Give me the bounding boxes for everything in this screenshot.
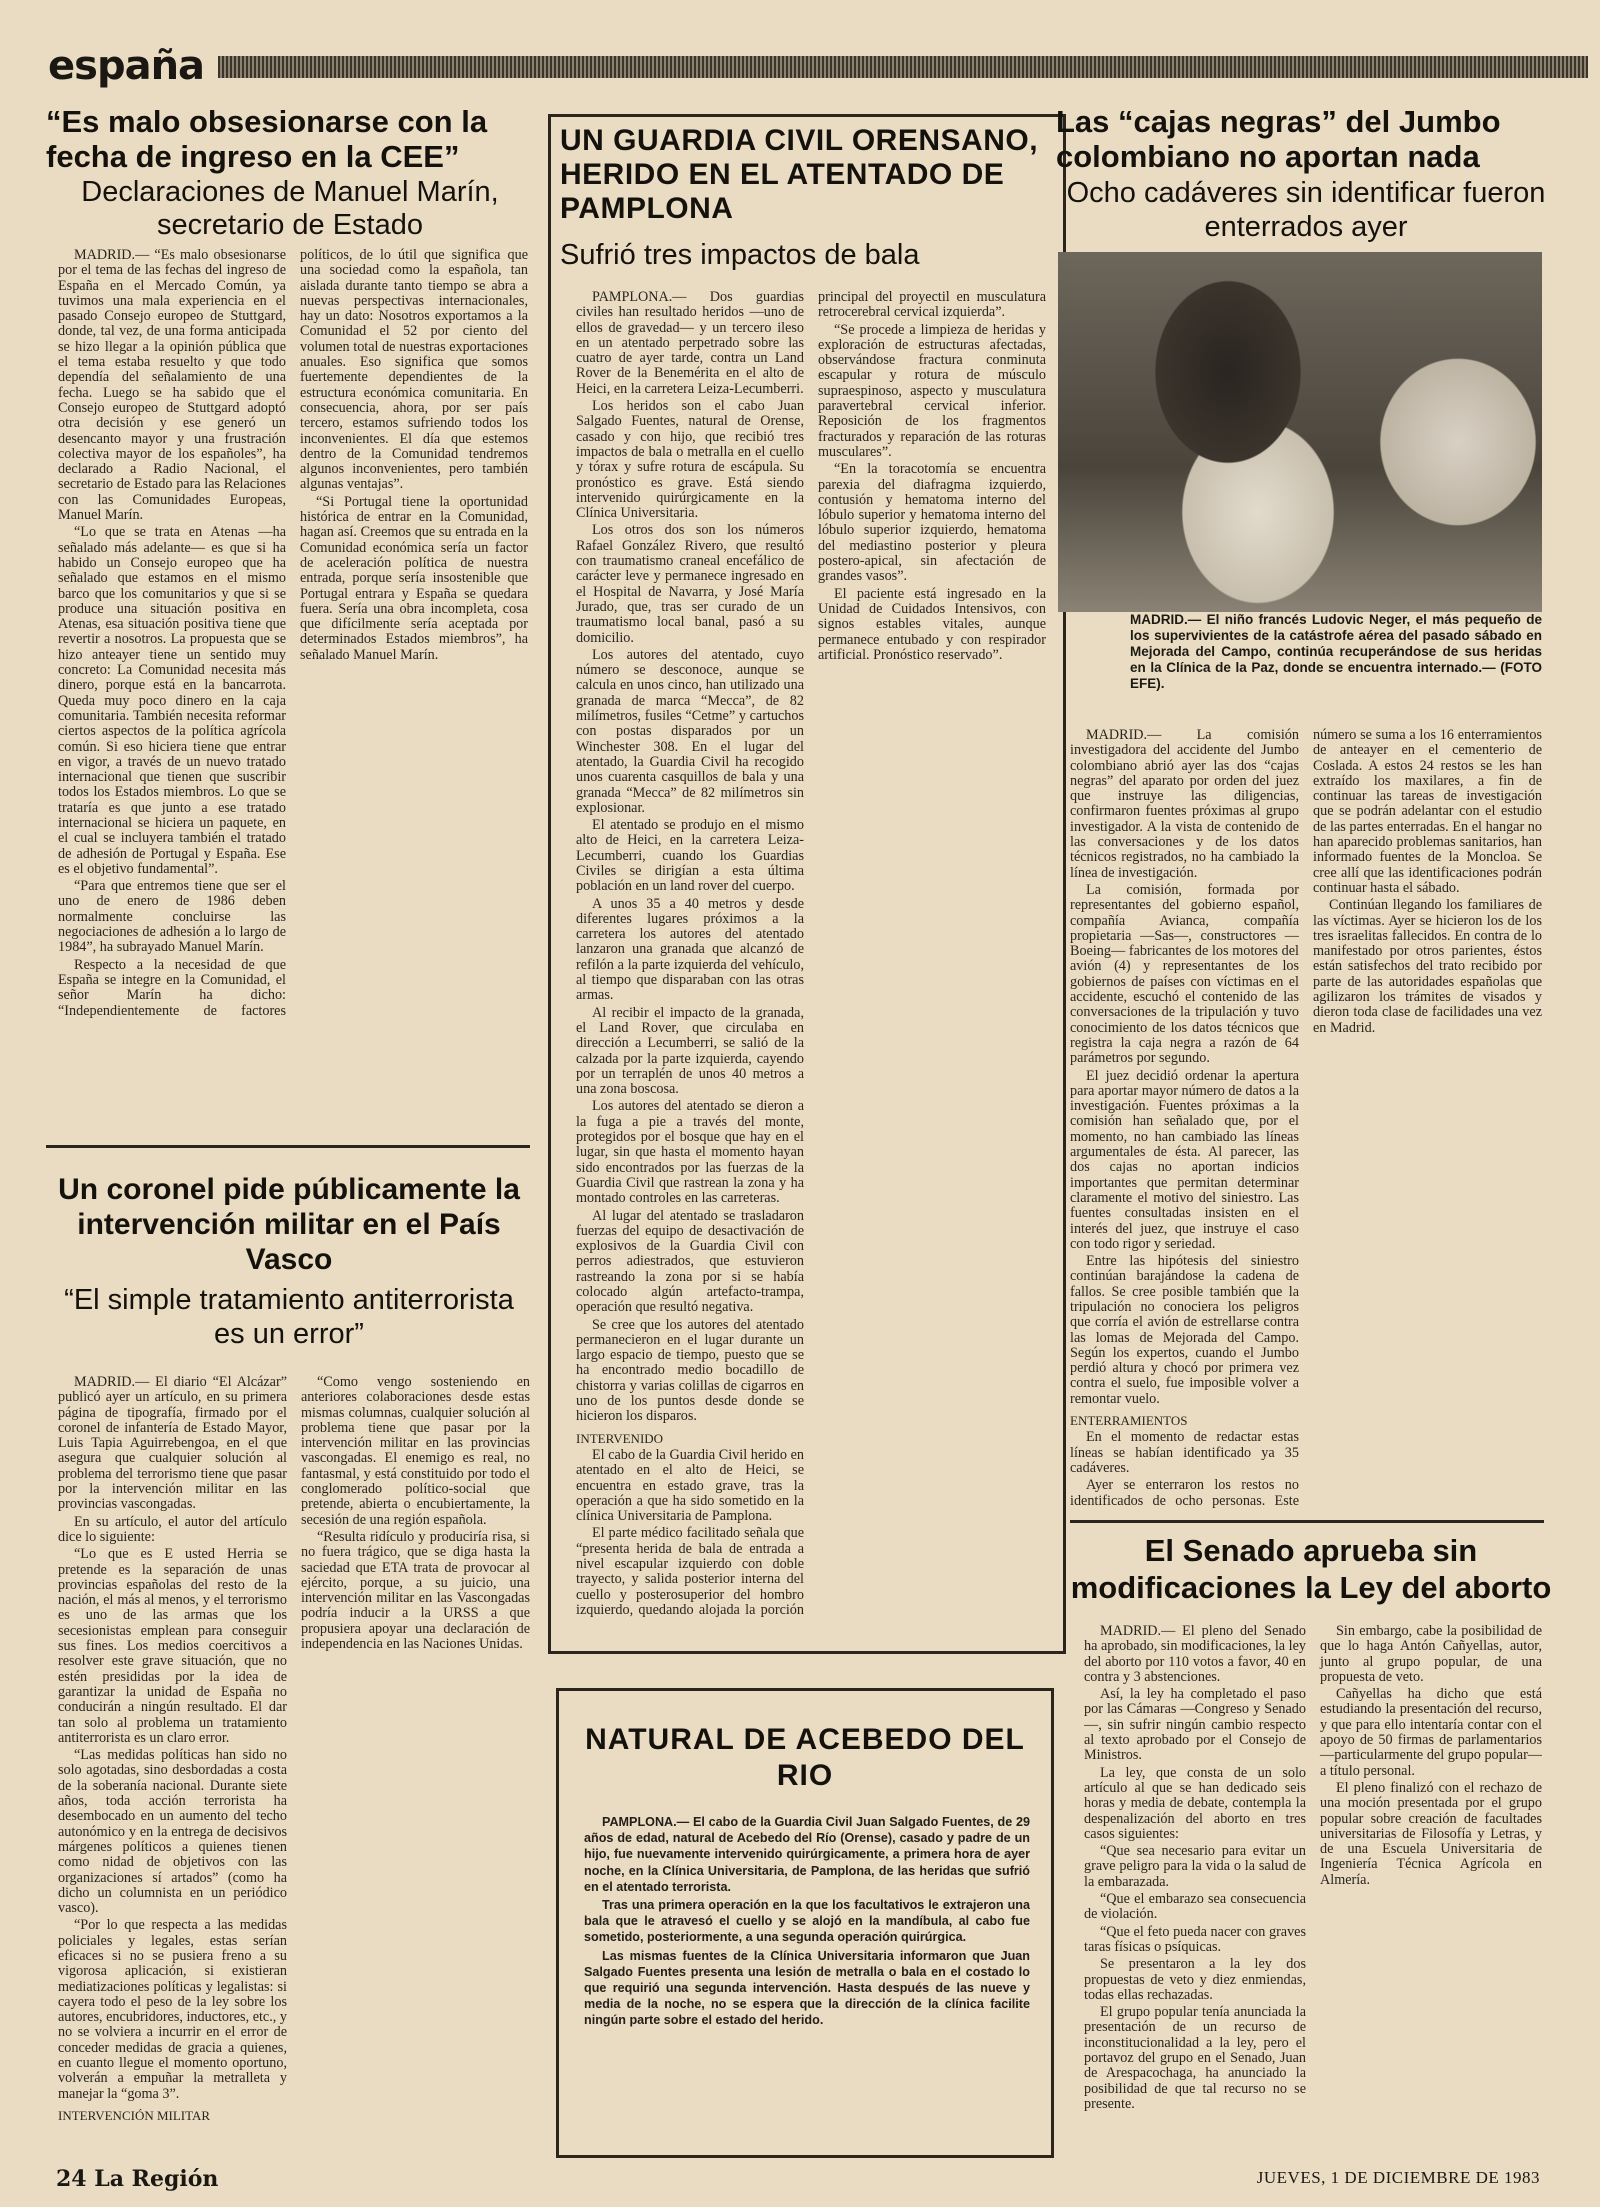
paragraph: “Lo que se trata en Atenas —ha señalado más adelante— es que si ha habido un Consejo europeo que ha señalado que estamos en el mismo barco que los comunitarios y que si se produce una situación positiva en Atenas, esa situación positiva tiene que revertir a nosotros. La propuesta que se hizo anteayer tiene un sentido muy concreto: La Comunidad necesita más dinero, porque está en la bancarrota. Queda muy poco dinero en la caja comunitaria. También necesita reformar ciertos aspectos de la política agrícola común. Si eso hiciera tiene que entrar en vigor, a través de un nuevo tratado internacional que tienen que suscribir todos los Estados miembros. Lo que se trataría es que junto a ese tratado internacional se hiciera un paquete, en el cual se incluyera también el tratado de adhesión de Portugal y España. Ese es el objetivo fundamental”. xyxy=(58,524,286,877)
paragraph: “Para que entremos tiene que ser el uno de enero de 1986 deben normalmente concluirse las negociaciones de adhesión a lo largo de 1984”, ha subrayado Manuel Marín. xyxy=(58,878,286,956)
article-jumbo-body xyxy=(1070,728,1542,1510)
paragraph: El atentado se produjo en el mismo alto de Heici, en la carretera Leiza-Lecumberri, cuando los Guardias Civiles se dirigían a esta última población en un land rover del cuerpo. xyxy=(576,817,804,895)
article-guardia-subhead: Sufrió tres impactos de bala xyxy=(560,239,920,271)
article-coronel-headline: Un coronel pide públicamente la intervención militar en el País Vasco xyxy=(58,1173,520,1276)
article-cee-subhead: Declaraciones de Manuel Marín, secretario de Estado xyxy=(81,176,499,241)
paragraph: “Se procede a limpieza de heridas y exploración de estructuras afectadas, observándose fractura conminuta escapular y rotura de músculo supraespinoso, aspecto y musculatura paravertebral cervical inferior. Reposición de los fragmentos fracturados y reparación de las roturas musculares”. xyxy=(818,321,1046,460)
subsection-title: INTERVENIDO xyxy=(576,1430,664,1446)
divider xyxy=(46,1145,530,1148)
divider xyxy=(1070,1520,1544,1523)
section-rule xyxy=(218,56,1588,78)
paragraph: Respecto a la necesidad de que España se integre en la Comunidad, el señor Marín ha dicho: “Independientemente de factores políticos, de lo útil que significa que una sociedad como la española, tan aislada durante tanto tiempo se abra a nuevas perspectivas internacionales, hay un dato: Nosotros exportamos a la Comunidad el 52 por ciento del volumen total de nuestras exportaciones anuales. Eso significa que somos fuertemente dependientes de la estructura económica comunitaria. En consecuencia, ahora, por ser país tercero, estamos sufriendo todos los inconvenientes. El día que estemos dentro de la Comunidad tendremos algunos inconvenientes, pero también algunas ventajas”. xyxy=(58,248,528,1019)
article-senado xyxy=(1070,1532,1552,1606)
article-cee-headline: “Es malo obsesionarse con la fecha de ingreso en la CEE” xyxy=(46,104,488,174)
paragraph: Continúan llegando los familiares de las víctimas. Ayer se hicieron los de los tres israelitas fallecidos. En contra de lo manifestado por otros parientes, éstos están satisfechos del trato recibido por parte de las autoridades españolas que agilizaron los trámites de visados y dieron toda clase de facilidades una vez en Madrid. xyxy=(1313,897,1542,1036)
article-senado-body xyxy=(1084,1624,1542,2144)
paragraph: “Que el feto pueda nacer con graves taras físicas o psíquicas. xyxy=(1084,1923,1306,1955)
paragraph: La comisión, formada por representantes del gobierno español, compañía Avianca, compañía propietaria —Sas—, constructores —Boeing— fabricantes de los motores del avión (4) y representantes de los gobiernos de países con víctimas en el accidente, escuchó el contenido de las conversaciones de la tripulación y tuvo conocimiento de los datos técnicos que registra la caja negra a razón de 64 parámetros por segundo. xyxy=(1070,881,1299,1067)
paragraph: El parte médico facilitado señala que “presenta herida de bala de entrada a nivel escapular izquierdo con doble trayecto, y salida posterior interna del cuello y posterosuperior del hombro izquierdo, quedando alojada la porción principal del proyectil en musculatura retrocerebral cervical izquierda”. xyxy=(576,290,1046,1618)
paragraph: Así, la ley ha completado el paso por las Cámaras —Congreso y Senado—, sin sufrir ningún cambio respecto al texto aprobado por el Consejo de Ministros. xyxy=(1084,1686,1306,1764)
paragraph: Se presentaron a la ley dos propuestas de veto y diez enmiendas, todas ellas rechazadas. xyxy=(1084,1956,1306,2003)
paragraph: “Lo que es E usted Herria se pretende es la separación de unas provincias españolas del resto de la nación, el más al menos, y el terrorismo es uno de las armas que los secesionistas emplean para conseguir sus fines. Los medios coercitivos a resolver este grave situación, que no estén presididas por la idea de garantizar la unidad de España no conducirán a ningún resultado. El dar tan solo al problema un tratamiento antiterrorista es un claro error. xyxy=(58,1546,287,1746)
article-guardia-headline: UN GUARDIA CIVIL ORENSANO, HERIDO EN EL ATENTADO DE PAMPLONA xyxy=(560,124,1039,225)
paragraph: “Por lo que respecta a las medidas policiales y legales, estas serían eficaces si no se pusiera freno a su vigorosa aplicación, si existieran mediatizaciones políticas y legalistas: si cayera todo el peso de la ley sobre los autores, encubridores, inductores, etc., y no se volviera a incurrir en el error de conceder medidas de gracia a quienes, en cuanto llegue el momento oportuno, volverán a empuñar la metralleta y manejar la “goma 3”. xyxy=(58,1917,287,2102)
paragraph: MADRID.— La comisión investigadora del accidente del Jumbo colombiano abrió ayer las dos “cajas negras” del aparato por orden del juez que instruye las diligencias, confirmaron fuentes próximas al grupo investigador. A la vista de contenido de las conversaciones y de los datos técnicos registrados, no ha cambiado la línea de investigación. xyxy=(1070,728,1299,881)
paragraph: Al recibir el impacto de la granada, el Land Rover, que circulaba en dirección a Lecumberri, se salió de la calzada por la parte izquierda, cayendo por un terraplén de unos 40 metros a una zona boscosa. xyxy=(576,1004,804,1098)
paragraph: Ayer se enterraron los restos no identificados de ocho personas. Este número se suma a los 16 enterramientos de anteayer en el cementerio de Coslada. A estos 24 restos se les han extraído los maxilares, a fin de continuar las tareas de investigación que se podrán adelantar con el estudio de las partes enterradas. En el hangar no han aparecido problemas sanitarios, han informado fuentes de la Moncloa. Se cree allí que las identificaciones podrán continuar hasta el sábado. xyxy=(1070,728,1542,1509)
article-cee xyxy=(46,104,534,242)
article-guardia-body xyxy=(576,290,1046,1640)
paragraph: El pleno finalizó con el rechazo de una moción presentada por el grupo popular sobre creación de facultades universitarias de Filosofía y Letras, y de una Escuela Universitaria de Ingeniería Técnica Agrícola en Almería. xyxy=(1320,1779,1542,1888)
paragraph: “Que sea necesario para evitar un grave peligro para la vida o la salud de la embarazada. xyxy=(1084,1843,1306,1890)
paragraph: “Resulta ridículo y produciría risa, si no fuera trágico, que se diga hasta la saciedad que ETA trata de provocar al ejército, porque, a su juicio, una intervención militar en las Vascongadas podría inducir a la URSS a que propusiera apoyar una declaración de independencia en las Naciones Unidas. xyxy=(301,1528,530,1653)
subsection-title: INTERVENCIÓN MILITAR xyxy=(58,2107,211,2123)
paragraph: MADRID.— El pleno del Senado ha aprobado, sin modificaciones, la ley del aborto por 110 votos a favor, 40 en contra y 3 abstenciones. xyxy=(1084,1624,1306,1685)
article-guardia xyxy=(560,124,1054,272)
article-jumbo xyxy=(1056,104,1556,244)
article-coronel xyxy=(46,1172,532,1351)
section-name: españa xyxy=(48,43,205,89)
paragraph: En su artículo, el autor del artículo dice lo siguiente: xyxy=(58,1513,287,1545)
paragraph: La ley, que consta de un solo artículo al que se han dedicado seis horas y media de debate, contempla la despenalización del aborto en tres casos siguientes: xyxy=(1084,1764,1306,1842)
paragraph: MADRID.— El diario “El Alcázar” publicó ayer un artículo, en su primera página de tipografía, firmado por el coronel de infantería de Estado Mayor, Luis Tapia Aguirrebengoa, en el que asegura que cualquier solución al problema del terrorismo tiene que pasar por la intervención militar en las provincias vascongadas. xyxy=(58,1375,287,1513)
article-senado-headline: El Senado aprueba sin modificaciones la Ley del aborto xyxy=(1070,1533,1552,1605)
newspaper-name: La Región xyxy=(94,2166,219,2192)
paragraph: “Si Portugal tiene la oportunidad histórica de entrar en la Comunidad, hagan así. Creemos que su entrada en la Comunidad económica sería un factor de aceleración política de nuestra entrada, porque sería insostenible que Portugal entrara y España se quedara fuera. Sería una obra incompleta, cosa que difícilmente sería aceptada por determinados Estados miembros”, ha señalado Manuel Marín. xyxy=(300,493,528,663)
paragraph: El grupo popular tenía anunciada la presentación de un recurso de inconstitucionalidad a la ley, pero el portavoz del grupo en el Senado, Juan de Arespacochaga, ha anunciado la posibilidad de que tal recurso no se presente. xyxy=(1084,2004,1306,2112)
paragraph: “Que el embarazo sea consecuencia de violación. xyxy=(1084,1891,1306,1923)
article-acebedo-headline: NATURAL DE ACEBEDO DEL RIO xyxy=(585,1723,1025,1792)
paragraph: MADRID.— “Es malo obsesionarse por el tema de las fechas del ingreso de España en el Mercado Común, ya tuvimos una mala experiencia en el pasado Consejo europeo de Stuttgard, donde, tal vez, de una forma anticipada se hizo llegar a la opinión pública que el tema estaba resuelto y que todo dependía del señalamiento de una fecha. Luego se ha sabido que el Consejo europeo de Stuttgard adoptó otra decisión y ese generó un desencanto mayor y una frustración colectiva mayor de los españoles”, ha declarado a Radio Nacional, el secretario de Estado para las Relaciones con las Comunidades Europeas, Manuel Marín. xyxy=(58,248,286,524)
article-acebedo-body xyxy=(584,1814,1030,2144)
article-jumbo-headline: Las “cajas negras” del Jumbo colombiano no aportan nada xyxy=(1056,104,1501,174)
paragraph: Los heridos son el cabo Juan Salgado Fuentes, natural de Orense, casado y con hijo, que recibió tres impactos de bala o metralla en el cuello y tórax y sufre rotura de escápula. Su pronóstico es grave. Está siendo intervenido quirúrgicamente en la Clínica Universitaria. xyxy=(576,398,804,522)
paragraph: “En la toracotomía se encuentra parexia del diafragma izquierdo, contusión y hematoma interno del lóbulo superior y hematoma interno del lóbulo superior izquierdo, hematoma del mediastino posterior y pleura postero-apical, sin afectación de grandes vasos”. xyxy=(818,461,1046,585)
paragraph: PAMPLONA.— El cabo de la Guardia Civil Juan Salgado Fuentes, de 29 años de edad, natural de Acebedo del Río (Orense), casado y padre de un hijo, fue nuevamente intervenido quirúrgicamente, a primera hora de ayer noche, en la Clínica Universitaria, de Pamplona, de las heridas que sufrió en el atentado terrorista. xyxy=(584,1815,1030,1894)
paragraph: Tras una primera operación en la que los facultativos le extrajeron una bala que le atravesó el cuello y se alojó en la mandíbula, al cabo fue sometido, posteriormente, a una segunda operación quirúrgica. xyxy=(584,1898,1030,1945)
subsection-title: ENTERRAMIENTOS xyxy=(1070,1413,1188,1429)
paragraph: Los autores del atentado, cuyo número se desconoce, aunque se calcula en unos cinco, han utilizado una granada de marca “Mecca”, de 82 milímetros, fusiles “Cetme” y cartuchos con postas disparados por un Winchester 308. En el lugar del atentado, la Guardia Civil ha recogido unos cuarenta casquillos de bala y una granada “Mecca” de 82 milímetros sin explosionar. xyxy=(576,646,804,816)
paragraph: “Como vengo sosteniendo en anteriores colaboraciones desde estas mismas columnas, cualquier solución al problema tiene que pasar por la intervención militar en las provincias vascongadas. El enemigo es real, no fantasmal, y está constituido por todo el conglomerado político-social que pretende, abierta o encubiertamente, la secesión de una región española. xyxy=(301,1375,530,1528)
paragraph: “Las medidas políticas han sido no solo agotadas, sino desbordadas a costa de la soberanía nacional. Durante siete años, toda acción terrorista ha desembocado en un aumento del techo autonómico y en la entrega de decisivos márgenes políticos a quienes tienen como nidad de objetivos con las organizaciones sí artados” (como ha dicho un columnista en un periódico vasco). xyxy=(58,1747,287,1917)
paragraph: Entre las hipótesis del siniestro continúan barajándose la cadena de fallos. Se cree posible también que la tripulación no conociera los peligros que corría el avión de estrellarse contra las lomas de Mejorada del Campo. Según los expertos, cuando el Jumbo perdió altura y chocó por primera vez contra el suelo, fue imposible volver a remontar vuelo. xyxy=(1070,1253,1299,1407)
photo-caption: MADRID.— El niño francés Ludovic Neger, el más pequeño de los supervivientes de la catástrofe aérea del pasado sábado en Mejorada del Campo, continúa recuperándose de sus heridas en la Clínica de la Paz, donde se encuentra internado.— (FOTO EFE). xyxy=(1130,612,1542,691)
paragraph: Los otros dos son los números Rafael González Rivero, que resultó con traumatismo craneal encefálico de carácter leve y permanece ingresado en el Hospital de Navarra, y José María Jurado, que, tras ser curado de un traumatismo local banal, pasó a su domicilio. xyxy=(576,522,804,646)
footer-date: JUEVES, 1 DE DICIEMBRE DE 1983 xyxy=(1256,2168,1540,2187)
paragraph: El juez decidió ordenar la apertura para aportar mayor número de datos a la investigación. Fuentes próximas a la comisión han señalado que, por el momento, no han cambiado las líneas argumentales de ésta. Al parecer, las dos cajas no aportan indicios importantes que permitan determinar claramente el motivo del siniestro. Las fuentes consultadas insisten en el interés del juez, que instruye el caso con todo rigor y seriedad. xyxy=(1070,1067,1299,1252)
paragraph: A unos 35 a 40 metros y desde diferentes lugares próximos a la carretera los autores del atentado lanzaron una granada que alcanzó de refilón a la parte izquierda del vehículo, al tiempo que disparaban con las otras armas. xyxy=(576,895,804,1004)
paragraph: El cabo de la Guardia Civil herido en atentado en el alto de Heici, se encuentra en estado grave, tras la operación a que ha sido sometido en la clínica Universitaria de Pamplona. xyxy=(576,1446,804,1525)
paragraph: El paciente está ingresado en la Unidad de Cuidados Intensivos, con signos estables vitales, aunque permanece entubado y con respirador artificial. Pronóstico reservado”. xyxy=(818,585,1046,663)
article-acebedo xyxy=(570,1722,1040,1794)
article-coronel-subhead: “El simple tratamiento antiterrorista es un error” xyxy=(64,1284,514,1350)
article-coronel-body xyxy=(58,1375,530,2145)
paragraph: PAMPLONA.— Dos guardias civiles han resultado heridos —uno de ellos de gravedad— y un tercero ileso en un atentado perpetrado sobre las cuatro de ayer tarde, contra un Land Rover de la Benemérita en el alto de Heici, en la carretera Leiza-Lecumberri. xyxy=(576,290,804,397)
paragraph: Sin embargo, cabe la posibilidad de que lo haga Antón Cañyellas, autor, junto al grupo popular, de una propuesta de veto. xyxy=(1320,1624,1542,1685)
footer-page-label xyxy=(56,2166,218,2192)
article-jumbo-subhead: Ocho cadáveres sin identificar fueron enterrados ayer xyxy=(1066,177,1546,243)
article-cee-body xyxy=(58,248,528,1033)
page-number: 24 xyxy=(56,2166,87,2192)
paragraph: Los autores del atentado se dieron a la fuga a pie a través del monte, protegidos por el bosque que hay en el lugar, sin que hasta el momento hayan sido encontrados por las fuerzas de la Guardia Civil que rastrean la zona y ha montado controles en las carreteras. xyxy=(576,1098,804,1207)
paragraph: Las mismas fuentes de la Clínica Universitaria informaron que Juan Salgado Fuentes presenta una lesión de metralla o bala en el costado lo que requirió una segunda intervención. Hasta después de las nueve y media de la noche, no se espera que la dirección de la clínica facilite ningún parte sobre el estado del herido. xyxy=(584,1948,1030,2028)
news-photo xyxy=(1058,252,1542,612)
paragraph: Cañyellas ha dicho que está estudiando la presentación del recurso, y que para ello intentaría contar con el apoyo de 50 firmas de parlamentarios —particularmente del grupo popular— a título personal. xyxy=(1320,1686,1542,1779)
section-header xyxy=(48,44,1548,88)
paragraph: Se cree que los autores del atentado permanecieron en el lugar durante un largo espacio de tiempo, puesto que se ha encontrado medio bocadillo de chistorra y varias colillas de cigarros en uno de los puntos desde donde se hicieron los disparos. xyxy=(576,1316,804,1425)
paragraph: Al lugar del atentado se trasladaron fuerzas del equipo de desactivación de explosivos de la Guardia Civil con perros adiestrados, que estuvieron rastreando la zona por si se había colocado algún artefacto-trampa, operación que resultó negativa. xyxy=(576,1207,804,1316)
paragraph: En el momento de redactar estas líneas se habían identificado ya 35 cadáveres. xyxy=(1070,1429,1299,1476)
